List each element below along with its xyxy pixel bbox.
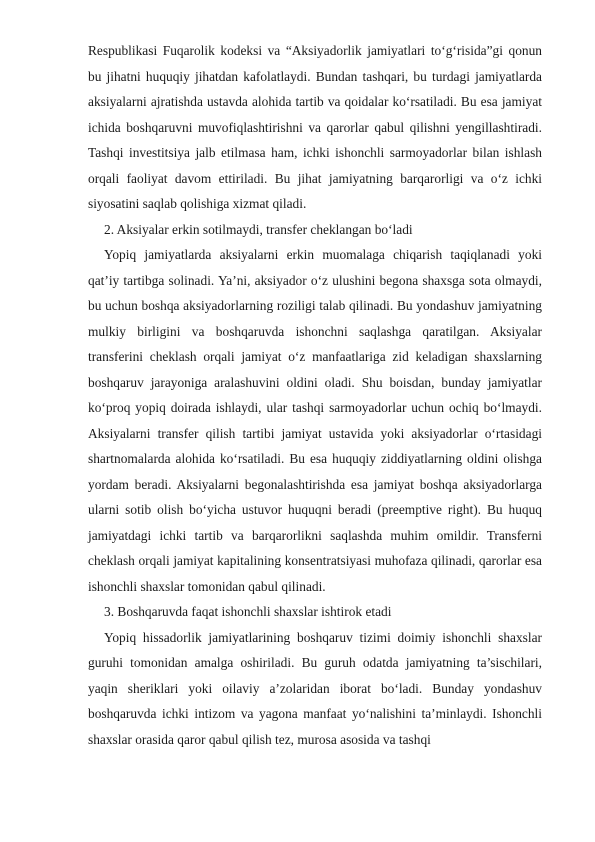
paragraph-intro-continuation: Respublikasi Fuqarolik kodeksi va “Aksiyadorlik jamiyatlari to‘g‘risida”gi qonun bu jihatni huquqiy jihatdan kafolatlaydi. Bundan tashqari, bu turdagi jamiyatlarda aksiyalarni ajratishda ustavda alohida tartib va qoidalar ko‘rsatiladi. Bu esa jamiyat ichida boshqaruvni muvofiqlashtirishni va qarorlar qabul qilishni yengillashtiradi. Tashqi investitsiya jalb etilmasa ham, ichki ishonchli sarmoyadorlar bilan ishlash orqali faoliyat davom ettiriladi. Bu jihat jamiyatning barqarorligi va o‘z ichki siyosatini saqlab qolishiga xizmat qiladi. [88,43,542,211]
paragraph-management: Yopiq hissadorlik jamiyatlarining boshqaruv tizimi doimiy ishonchli shaxslar guruhi tomonidan amalga oshiriladi. Bu guruh odatda jamiyatning ta’sischilari, yaqin sheriklari yoki oilaviy a’zolaridan iborat bo‘ladi. Bunday yondashuv boshqaruvda ichki intizom va yagona manfaat yo‘nalishini ta’minlaydi. Ishonchli shaxslar orasida qaror qabul qilish tez, murosa asosida va tashqi [88,629,542,747]
document-page [88,38,542,752]
section-heading-2: 2. Aksiyalar erkin sotilmaydi, transfer cheklangan bo‘ladi [104,221,413,237]
section-heading-3: 3. Boshqaruvda faqat ishonchli shaxslar ishtirok etadi [104,604,392,619]
paragraph-transfer-restrictions: Yopiq jamiyatlarda aksiyalarni erkin muomalaga chiqarish taqiqlanadi yoki qat’iy tartibga solinadi. Ya’ni, aksiyador o‘z ulushini begona shaxsga sota olmaydi, bu uchun boshqa aksiyadorlarning roziligi talab qilinadi. Bu yondashuv jamiyatning mulkiy birligini va boshqaruvda ishonchni saqlashga qaratilgan. Aksiyalar transferini cheklash orqali jamiyat o‘z manfaatlariga zid keladigan shaxslarning boshqaruv jarayoniga aralashuvini oldini oladi. Shu boisdan, bunday jamiyatlar ko‘proq yopiq doirada ishlaydi, ular tashqi sarmoyadorlar uchun ochiq bo‘lmaydi. Aksiyalarni transfer qilish tartibi jamiyat ustavida yoki aksiyadorlar o‘rtasidagi shartnomalarda alohida ko‘rsatiladi. Bu esa huquqiy ziddiyatlarning oldini olishga yordam beradi. Aksiyalarni begonalashtirishda esa jamiyat boshqa aksiyadorlarga ularni sotib olish bo‘yicha ustuvor huquqni beradi (preemptive right). Bu huquq jamiyatdagi ichki tartib va barqarorlikni saqlashda muhim omildir. Transferni cheklash orqali jamiyat kapitalining konsentratsiyasi muhofaza qilinadi, qarorlar esa ishonchli shaxslar tomonidan qabul qilinadi. [88,247,542,594]
